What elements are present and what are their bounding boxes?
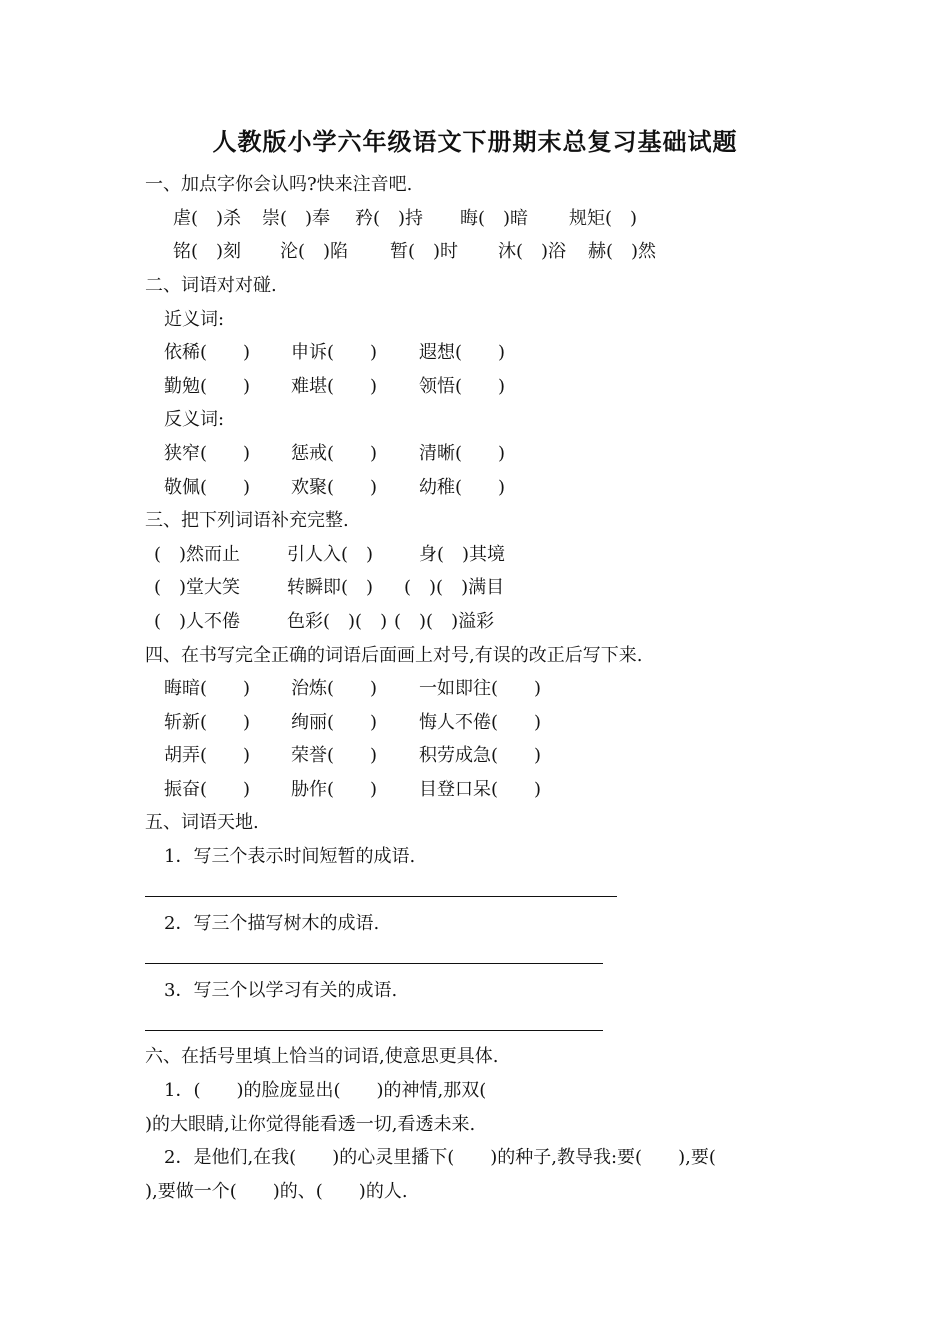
- word-item: 绚丽( ): [291, 712, 378, 733]
- pinyin-item: 矜( )持: [355, 208, 424, 229]
- antonym-label: 反义词:: [164, 409, 225, 430]
- word-item: 惩戒( ): [291, 443, 378, 464]
- answer-line: [145, 896, 617, 897]
- synonym-label: 近义词:: [164, 309, 225, 330]
- pinyin-item: 崇( )奉: [262, 208, 331, 229]
- idiom-item: ( )( )满目: [404, 577, 505, 598]
- word-item: 一如即往( ): [419, 678, 542, 699]
- idiom-item: 引人入( ): [287, 544, 374, 565]
- word-item: 欢聚( ): [291, 477, 378, 498]
- word-item: 晦暗( ): [164, 678, 251, 699]
- fill-item-line: )的大眼睛,让你觉得能看透一切,看透未来.: [145, 1114, 476, 1135]
- pinyin-item: 晦( )暗: [460, 208, 529, 229]
- word-item: 斩新( ): [164, 712, 251, 733]
- answer-line: [145, 1030, 603, 1031]
- word-item: 申诉( ): [291, 342, 378, 363]
- section-4-heading: 四、在书写完全正确的词语后面画上对号,有误的改正后写下来.: [145, 645, 643, 666]
- idiom-item: ( )堂大笑: [154, 577, 241, 598]
- pinyin-item: 铭( )刻: [173, 241, 242, 262]
- word-item: 清晰( ): [419, 443, 506, 464]
- section-1-heading: 一、加点字你会认吗?快来注音吧.: [145, 174, 413, 195]
- word-item: 遐想( ): [419, 342, 506, 363]
- word-item: 勤勉( ): [164, 376, 251, 397]
- section-5-heading: 五、词语天地.: [145, 812, 259, 833]
- idiom-item: 转瞬即( ): [287, 577, 374, 598]
- word-item: 幼稚( ): [419, 477, 506, 498]
- pinyin-item: 沦( )陷: [280, 241, 349, 262]
- word-item: 荣誉( ): [291, 745, 378, 766]
- word-item: 振奋( ): [164, 779, 251, 800]
- fill-item-line: ),要做一个( )的、( )的人.: [145, 1181, 408, 1202]
- word-item: 目登口呆( ): [419, 779, 542, 800]
- section-6-heading: 六、在括号里填上恰当的词语,使意思更具体.: [145, 1046, 499, 1067]
- idiom-item: ( )( )溢彩: [394, 611, 495, 632]
- question-item: 1．写三个表示时间短暂的成语.: [164, 846, 416, 867]
- word-item: 难堪( ): [291, 376, 378, 397]
- word-item: 胡弄( ): [164, 745, 251, 766]
- word-item: 积劳成急( ): [419, 745, 542, 766]
- pinyin-item: 规矩( ): [569, 208, 638, 229]
- question-item: 3．写三个以学习有关的成语.: [164, 980, 398, 1001]
- idiom-item: ( )人不倦: [154, 611, 241, 632]
- word-item: 胁作( ): [291, 779, 378, 800]
- word-item: 狭窄( ): [164, 443, 251, 464]
- section-3-heading: 三、把下列词语补充完整.: [145, 510, 349, 531]
- answer-line: [145, 963, 603, 964]
- fill-item-line: 2．是他们,在我( )的心灵里播下( )的种子,教导我:要( ),要(: [164, 1147, 716, 1168]
- pinyin-item: 暂( )时: [390, 241, 459, 262]
- idiom-item: ( )然而止: [154, 544, 241, 565]
- question-item: 2．写三个描写树木的成语.: [164, 913, 380, 934]
- word-item: 领悟( ): [419, 376, 506, 397]
- word-item: 敬佩( ): [164, 477, 251, 498]
- fill-item-line: 1．( )的脸庞显出( )的神情,那双(: [164, 1080, 487, 1101]
- idiom-item: 色彩( )( ): [287, 611, 388, 632]
- page-title: 人教版小学六年级语文下册期末总复习基础试题: [212, 127, 738, 156]
- idiom-item: 身( )其境: [419, 544, 506, 565]
- section-2-heading: 二、词语对对碰.: [145, 275, 277, 296]
- word-item: 依稀( ): [164, 342, 251, 363]
- word-item: 治炼( ): [291, 678, 378, 699]
- pinyin-item: 赫( )然: [588, 241, 657, 262]
- word-item: 悔人不倦( ): [419, 712, 542, 733]
- pinyin-item: 虐( )杀: [173, 208, 242, 229]
- pinyin-item: 沐( )浴: [498, 241, 567, 262]
